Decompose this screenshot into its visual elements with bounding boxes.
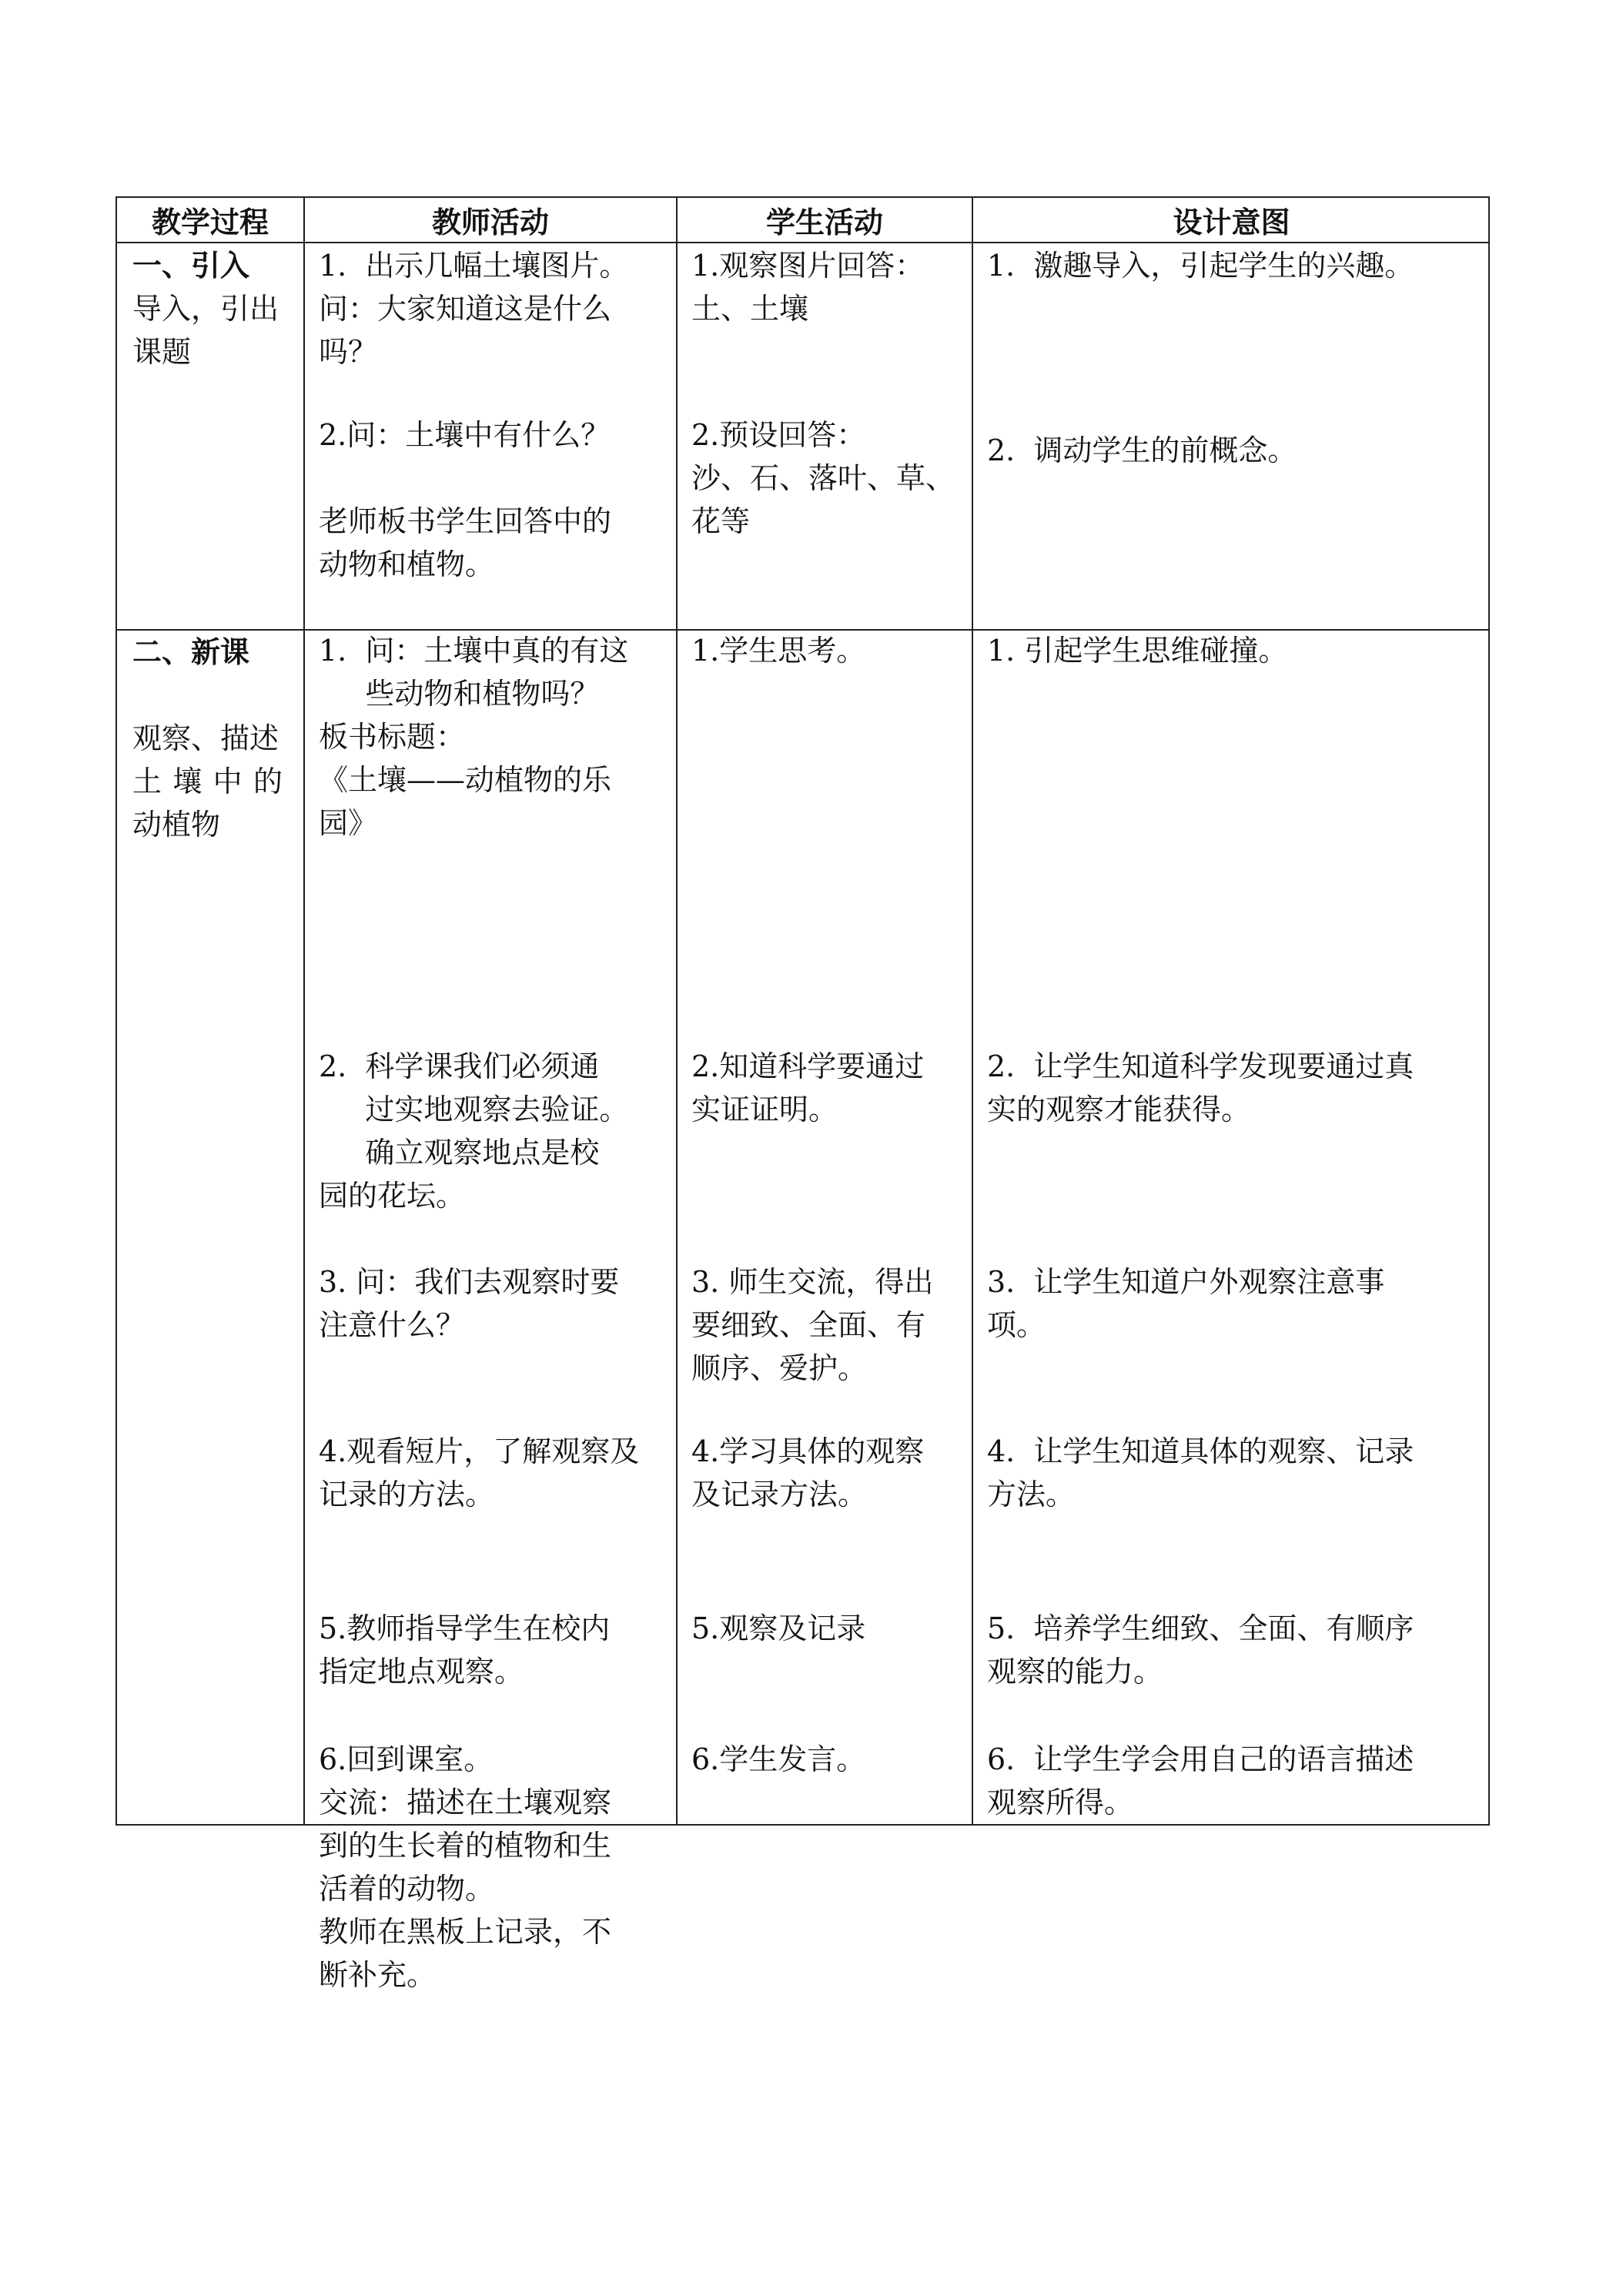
teacher-text-line: 2.问：土壤中有什么？	[319, 418, 611, 452]
student-text-line: 实证证明。	[691, 1093, 838, 1126]
header-cell: 教学过程	[151, 205, 269, 239]
teacher-text-line: 园》	[319, 806, 378, 840]
student-text-line: 顺序、爱护。	[691, 1351, 868, 1385]
intent-text-line: 观察所得。	[987, 1786, 1134, 1819]
teacher-text-line: 交流：描述在土壤观察	[319, 1786, 612, 1819]
stage-desc-line: 课题	[132, 335, 192, 369]
teacher-text-line: 教师在黑板上记录，不	[319, 1915, 612, 1949]
column-divider	[676, 198, 678, 1824]
teacher-text-line: 老师板书学生回答中的	[319, 504, 612, 538]
stage-title: 二、新课	[132, 634, 250, 669]
teacher-text-line: 过实地观察去验证。	[319, 1093, 629, 1126]
teacher-text-line: 5.教师指导学生在校内	[319, 1612, 611, 1645]
student-text-line: 6.学生发言。	[691, 1742, 866, 1776]
student-text-line: 3. 师生交流，得出	[691, 1265, 934, 1299]
stage-desc-line: 导入，引出	[132, 292, 279, 326]
teacher-text-line: 《土壤——动植物的乐	[319, 763, 612, 797]
lesson-plan-table	[115, 196, 1490, 1992]
student-text-line: 2.预设回答：	[691, 418, 866, 452]
teacher-text-line: 1. 出示几幅土壤图片。	[319, 249, 629, 283]
intent-text-line: 2. 调动学生的前概念。	[987, 433, 1297, 467]
teacher-text-line: 到的生长着的植物和生	[319, 1829, 612, 1863]
student-text-line: 1.学生思考。	[691, 634, 866, 668]
intent-text-line: 项。	[987, 1308, 1046, 1342]
stage-desc-line: 动植物	[132, 808, 221, 842]
teacher-text-line: 吗？	[319, 335, 378, 369]
intent-text-line: 4. 让学生知道具体的观察、记录	[987, 1434, 1414, 1468]
teacher-text-line: 些动物和植物吗？	[319, 677, 600, 711]
teacher-text-line: 园的花坛。	[319, 1179, 466, 1213]
stage-desc-line: 土 壤 中 的	[132, 765, 283, 798]
student-text-line: 5.观察及记录	[691, 1612, 866, 1645]
teacher-text-line: 确立观察地点是校	[319, 1136, 600, 1170]
teacher-text-line: 3. 问：我们去观察时要	[319, 1265, 620, 1299]
intent-text-line: 5. 培养学生细致、全面、有顺序	[987, 1612, 1414, 1645]
student-text-line: 土、土壤	[691, 292, 809, 326]
stage-desc-line: 观察、描述	[132, 721, 279, 755]
student-text-line: 2.知道科学要通过	[691, 1049, 925, 1083]
teacher-text-line: 4.观看短片，了解观察及	[319, 1434, 640, 1468]
student-text-line: 沙、石、落叶、草、	[691, 461, 955, 495]
intent-text-line: 1. 引起学生思维碰撞。	[987, 634, 1288, 668]
teacher-text-line: 问：大家知道这是什么	[319, 292, 612, 326]
teacher-text-line: 1. 问：土壤中真的有这	[319, 634, 629, 668]
intent-text-line: 3. 让学生知道户外观察注意事	[987, 1265, 1385, 1299]
teacher-text-line: 指定地点观察。	[319, 1655, 524, 1689]
teacher-text-line: 2. 科学课我们必须通	[319, 1049, 600, 1083]
column-divider	[972, 198, 973, 1824]
column-divider	[303, 198, 305, 1824]
intent-text-line: 1. 激趣导入，引起学生的兴趣。	[987, 249, 1414, 283]
intent-text-line: 2. 让学生知道科学发现要通过真	[987, 1049, 1414, 1083]
teacher-text-line: 断补充。	[319, 1958, 437, 1992]
header-divider	[117, 242, 1488, 243]
student-text-line: 4.学习具体的观察	[691, 1434, 925, 1468]
intent-text-line: 实的观察才能获得。	[987, 1093, 1251, 1126]
teacher-text-line: 注意什么？	[319, 1308, 466, 1342]
student-text-line: 及记录方法。	[691, 1478, 868, 1511]
teacher-text-line: 动物和植物。	[319, 547, 495, 581]
header-cell: 设计意图	[1173, 205, 1290, 239]
header-cell: 学生活动	[765, 205, 883, 239]
header-cell: 教师活动	[431, 205, 549, 239]
intent-text-line: 观察的能力。	[987, 1655, 1163, 1689]
intent-text-line: 方法。	[987, 1478, 1076, 1511]
teacher-text-line: 活着的动物。	[319, 1872, 495, 1906]
student-text-line: 要细致、全面、有	[691, 1308, 926, 1342]
teacher-text-line: 板书标题：	[319, 720, 466, 754]
intent-text-line: 6. 让学生学会用自己的语言描述	[987, 1742, 1414, 1776]
student-text-line: 花等	[691, 504, 751, 538]
stage-title: 一、引入	[132, 248, 250, 283]
teacher-text-line: 记录的方法。	[319, 1478, 495, 1511]
teacher-text-line: 6.回到课室。	[319, 1742, 494, 1776]
student-text-line: 1.观察图片回答：	[691, 249, 925, 283]
